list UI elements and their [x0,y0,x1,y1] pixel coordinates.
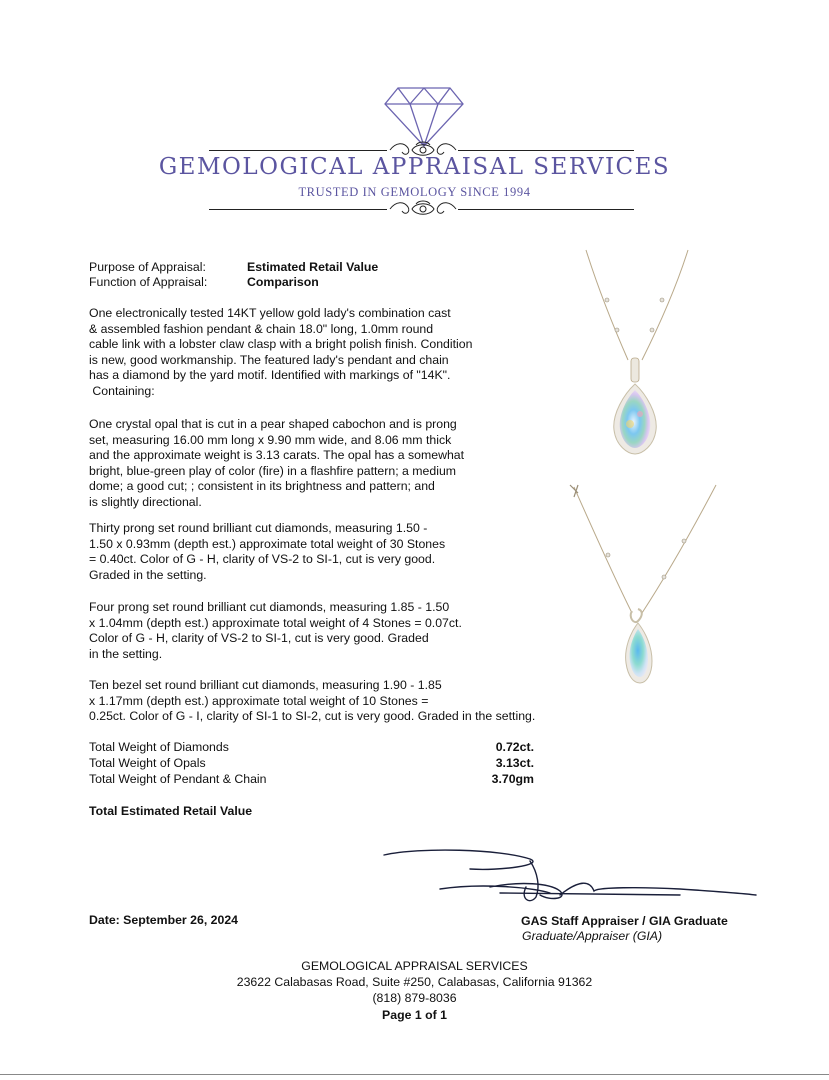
total-weight-label: Total Weight of Pendant & Chain [89,772,267,786]
total-opals-label: Total Weight of Opals [89,756,206,770]
footer-page: Page 1 of 1 [382,1008,447,1022]
pendant-photo-angle [568,483,720,688]
signer-subtitle: Graduate/Appraiser (GIA) [522,929,663,943]
diamonds-4-description: Four prong set round brilliant cut diamonds, measuring 1.85 - 1.50 x 1.04mm (depth est.) approximate total weight of 4 Stones = 0.07ct. Color of G - H, clarity of VS-2 to SI-1, cut is very good. Graded in the setting. [89,600,462,661]
footer-phone: (818) 879-8036 [372,991,457,1005]
diamonds-30-description: Thirty prong set round brilliant cut diamonds, measuring 1.50 - 1.50 x 0.93mm (depth est.) approximate total weight of 30 Stones = 0.40ct. Color of G - H, clarity of VS-2 to SI-1, cut is very good. Graded in the setting. [89,521,446,582]
total-retail-label: Total Estimated Retail Value [89,804,253,818]
opal-description: One crystal opal that is cut in a pear shaped cabochon and is prong set, measuring 16.00 mm long x 9.90 mm wide, and 8.06 mm thick and the approximate weight is 3.13 carats. The opal has a somewhat bright, blue-green play of color (fire) in a flashfire pattern; a medium dome; a good cut; ; consistent in its brightness and pattern; and is slightly directional. [89,417,465,509]
purpose-value: Estimated Retail Value [247,260,379,274]
company-tagline: TRUSTED IN GEMOLOGY SINCE 1994 [298,185,531,199]
header-rule-top-right [458,150,634,151]
function-label: Function of Appraisal: [89,275,208,289]
signature-icon [380,843,760,913]
header-rule-bottom-left [209,209,387,210]
total-diamonds-label: Total Weight of Diamonds [89,740,229,754]
scroll-ornament-icon [386,198,460,220]
total-diamonds-value: 0.72ct. [495,740,534,754]
footer-company: GEMOLOGICAL APPRAISAL SERVICES [301,959,528,973]
signer-title: GAS Staff Appraiser / GIA Graduate [521,914,728,928]
item-description: One electronically tested 14KT yellow gold lady's combination cast & assembled fashion pendant & chain 18.0" long, 1.0mm round cable link with a lobster claw clasp with a bright polish finish. Condition is new, good workmanship. The featured lady's pendant and chain has a diamond by the yard motif. Identified with markings of "14K". Containing: [89,306,473,398]
total-opals-value: 3.13ct. [495,756,534,770]
function-value: Comparison [247,275,319,289]
header-rule-top-left [209,150,387,151]
footer-address: 23622 Calabasas Road, Suite #250, Calabasas, California 91362 [236,975,593,989]
pendant-photo-front [580,248,690,463]
purpose-label: Purpose of Appraisal: [89,260,206,274]
appraisal-date: Date: September 26, 2024 [89,913,239,927]
company-name: GEMOLOGICAL APPRAISAL SERVICES [158,154,671,180]
diamonds-10-description: Ten bezel set round brilliant cut diamonds, measuring 1.90 - 1.85 x 1.17mm (depth est.) approximate total weight of 10 Stones = 0.25ct. Color of G - I, clarity of SI-1 to SI-2, cut is very good. Graded in the setting. [89,678,536,723]
total-weight-value: 3.70gm [491,772,534,786]
header-rule-bottom-right [458,209,634,210]
page-bottom-edge [0,1074,829,1075]
